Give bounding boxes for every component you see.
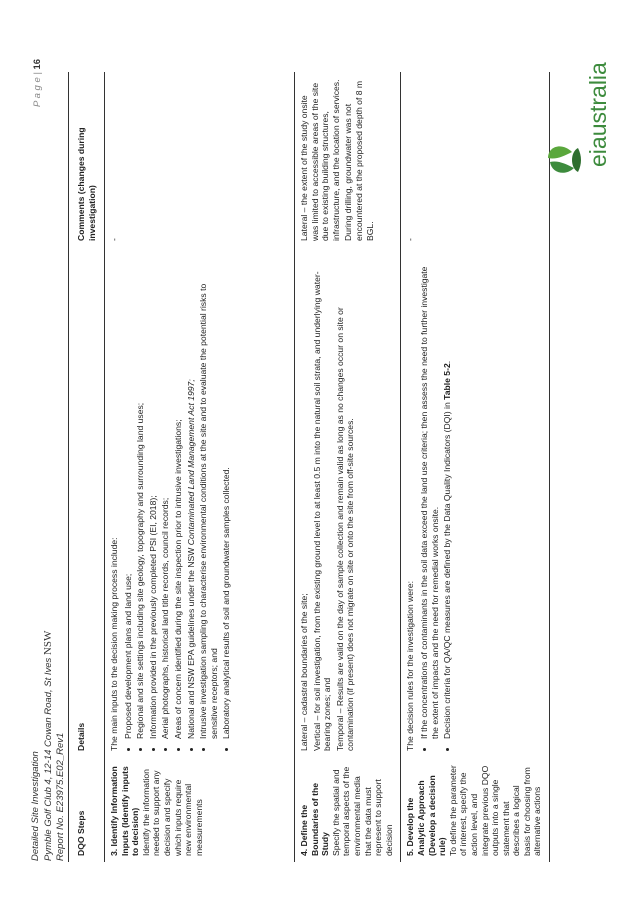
list-item: • Proposed development plans and land use;	[123, 253, 134, 739]
comments-cell: -	[105, 72, 295, 247]
details-line: Lateral – cadastral boundaries of the site;	[299, 593, 309, 751]
dqo-step-description: Specify the spatial and temporal aspects of the environmental media that the data must represent to support decision	[330, 766, 394, 856]
dqo-step-title: 5. Develop the Analytic Approach (Develop a decision rule)	[405, 775, 448, 856]
guideline-text: National and NSW EPA guidelines under the NSW	[185, 545, 196, 739]
list-item: • Intrusive investigation sampling to characterise environmental conditions at the site and to evaluate the potential risks to sensitive receptors; and	[198, 253, 219, 739]
dqo-step-description: Identify the information needed to support any decision and specify which inputs require new environmental measurements	[140, 769, 204, 856]
dqi-suffix: .	[442, 360, 453, 364]
details-cell	[105, 247, 295, 757]
list-item: • Laboratory analytical results of soil and groundwater samples collected.	[221, 253, 232, 739]
list-item	[442, 253, 453, 739]
comment-line: During drilling, groundwater was not encountered at the proposed depth of 8 m BGL.	[343, 80, 375, 241]
list-item: • If the concentrations of contaminants in the soil data exceed the land use criteria; then assess the need to further investigate the extent of impacts and the need for remedial works onsite.	[419, 253, 440, 739]
site-state: NSW	[42, 630, 54, 656]
comment-line: Lateral – the extent of the study onsite was limited to accessible areas of the site due to existing building structures, infrastructure, and the location of services.	[299, 79, 341, 241]
list-item: • Regional and site settings including site geology, topography and surrounding land uses;	[135, 253, 146, 739]
dqi-text: Decision criteria for QA/QC measures are defined by the Data Quality Indicators (DQI) in	[442, 399, 453, 739]
details-line: Temporal – Results are valid on the day of sample collection and remain valid as long as no changes occur on site or contamination (if present) does not migrate on site or onto the site from off-site sources.	[334, 307, 356, 751]
table-top-rule	[68, 72, 69, 862]
dqo-step-cell	[295, 757, 401, 862]
list-item: • Areas of concern identified during the site inspection prior to intrusive investigations;	[173, 253, 184, 739]
list-item: • Information provided in the previously completed PSI (EI, 2018);	[148, 253, 159, 739]
report-type: Detailed Site Investigation	[30, 751, 41, 861]
dqo-step-cell	[401, 757, 550, 862]
comments-cell	[295, 72, 401, 247]
details-cell	[401, 247, 550, 757]
details-line: Vertical – for soil investigation, from the existing ground level to at least 0.5 m into the natural soil strata, and underlying water-bearing zones; and	[311, 271, 333, 751]
dqo-step-description: To define the parameter of interest, specify the action level, and integrate previous DQO outputs into a single statement that describes a logical basis for choosing from alternative actions	[447, 765, 543, 856]
details-intro: The main inputs to the decision making process include:	[109, 537, 119, 751]
dqo-table	[70, 72, 550, 862]
act-name: Contaminated Land Management Act 1997;	[185, 379, 196, 546]
details-list	[419, 253, 453, 751]
dqo-step-title: 3. Identify Information Inputs (Identify inputs to decision)	[109, 766, 141, 856]
table-row	[295, 72, 401, 862]
dqo-step-title: 4. Define the Boundaries of the Study	[299, 782, 331, 856]
page-label: P a g e |	[32, 69, 43, 107]
site-address-text: Pymble Golf Club 4, 12-14 Cowan Road, St Ives	[43, 655, 54, 861]
eiaustralia-logo: eiaustralia	[585, 62, 611, 167]
column-header: DQO Steps	[70, 757, 105, 862]
table-row	[401, 72, 550, 862]
details-cell	[295, 247, 401, 757]
dqo-step-cell	[105, 757, 295, 862]
table-row	[105, 72, 295, 862]
list-item: • Aerial photographs, historical land title records, council records;	[160, 253, 171, 739]
list-item	[186, 253, 197, 739]
page-number-value: 16	[32, 58, 43, 70]
column-header: Details	[70, 247, 105, 757]
comments-cell: -	[401, 72, 550, 247]
site-address	[42, 141, 55, 861]
table-header-row	[70, 72, 105, 862]
report-number: Report No. E23975.E02_Rev1	[55, 732, 66, 861]
table-reference: Table 5-2	[442, 363, 453, 400]
column-header: Comments (changes during investigation)	[70, 72, 105, 247]
report-header	[30, 141, 67, 861]
page-number	[32, 59, 43, 107]
details-intro: The decision rules for the investigation were:	[405, 580, 416, 751]
details-list	[123, 253, 232, 751]
